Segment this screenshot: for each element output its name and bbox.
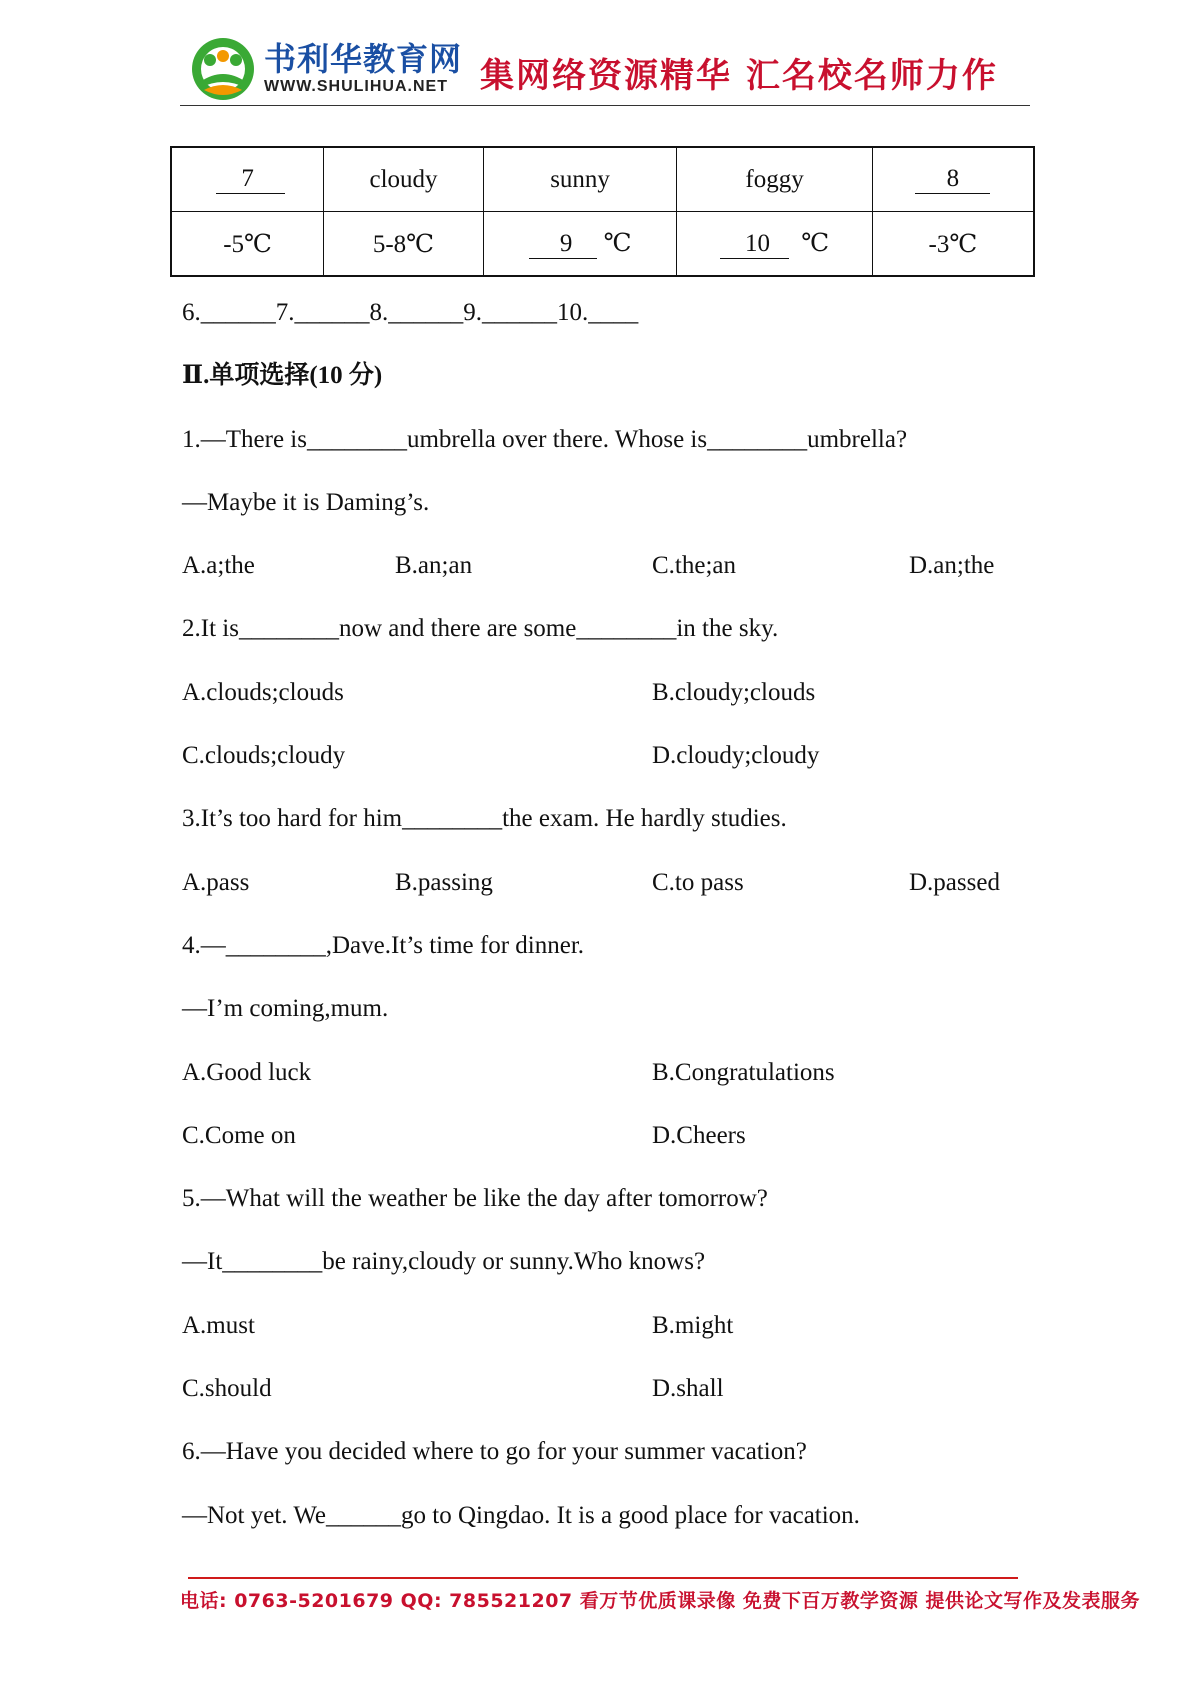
question-1-stem: 1.—There is________umbrella over there. Whose is________umbrella?	[182, 425, 908, 453]
table-cell: sunny	[483, 147, 677, 212]
option-a: A.clouds;clouds	[182, 678, 344, 706]
brand-url: WWW.SHULIHUA.NET	[264, 78, 448, 95]
question-3-options	[182, 860, 1042, 923]
option-a: A.must	[182, 1311, 255, 1339]
question-2-stem: 2.It is________now and there are some________in the sky.	[182, 615, 779, 643]
table-cell: cloudy	[324, 147, 484, 212]
question-2-options-row1	[182, 670, 1042, 733]
page-header	[180, 28, 1030, 106]
option-d: D.Cheers	[652, 1121, 746, 1149]
question-5-options-row1	[182, 1303, 1042, 1366]
table-cell: 5-8℃	[324, 212, 484, 277]
question-5-reply: —It________be rainy,cloudy or sunny.Who knows?	[182, 1248, 706, 1276]
header-slogan: 集网络资源精华 汇名校名师力作	[480, 56, 998, 96]
option-c: C.should	[182, 1375, 272, 1403]
fill-blank: 10	[720, 230, 789, 259]
question-3-stem: 3.It’s too hard for him________the exam. He hardly studies.	[182, 805, 787, 833]
question-2-options-row2	[182, 733, 1042, 796]
table-cell: -3℃	[872, 212, 1034, 277]
table-row	[171, 212, 1034, 277]
question-6-stem: 6.—Have you decided where to go for your summer vacation?	[182, 1438, 807, 1466]
exercise-content	[182, 290, 1042, 1556]
table-cell: -5℃	[171, 212, 324, 277]
option-b: B.might	[652, 1311, 734, 1339]
question-4-options-row1	[182, 1050, 1042, 1113]
option-a: A.pass	[182, 868, 250, 896]
option-d: D.shall	[652, 1375, 724, 1403]
fill-blank: 8	[915, 165, 990, 194]
table-cell: 9 ℃	[483, 212, 677, 277]
question-4-reply: —I’m coming,mum.	[182, 995, 389, 1023]
option-b: B.an;an	[395, 552, 473, 580]
question-5-options-row2	[182, 1366, 1042, 1429]
table-cell: 10 ℃	[677, 212, 872, 277]
table-cell: foggy	[677, 147, 872, 212]
option-b: B.passing	[395, 868, 493, 896]
option-b: B.cloudy;clouds	[652, 678, 816, 706]
option-b: B.Congratulations	[652, 1058, 835, 1086]
shulihua-logo-icon	[190, 36, 256, 102]
footer-contact: 电话: 0763-5201679 QQ: 785521207 看万节优质课录像 免费下百万教学资源 提供论文写作及发表服务	[180, 1590, 1140, 1612]
option-c: C.Come on	[182, 1121, 296, 1149]
option-c: C.to pass	[652, 868, 744, 896]
fill-blank: 9	[529, 230, 598, 259]
question-1-reply: —Maybe it is Daming’s.	[182, 488, 430, 516]
answer-blanks-line: 6.______7.______8.______9.______10.____	[182, 299, 639, 326]
section-title: Ⅱ.单项选择(10 分)	[182, 362, 383, 390]
table-cell	[872, 147, 1034, 212]
table-row	[171, 147, 1034, 212]
option-d: D.passed	[909, 868, 1000, 896]
brand-name: 书利华教育网	[264, 40, 463, 78]
weather-table	[170, 146, 1035, 277]
option-c: C.the;an	[652, 552, 737, 580]
option-c: C.clouds;cloudy	[182, 742, 346, 770]
option-d: D.cloudy;cloudy	[652, 742, 820, 770]
footer-divider	[188, 1577, 1018, 1579]
question-6-reply: —Not yet. We______go to Qingdao. It is a good place for vacation.	[182, 1501, 860, 1529]
question-5-stem: 5.—What will the weather be like the day after tomorrow?	[182, 1185, 768, 1213]
option-a: A.a;the	[182, 552, 255, 580]
question-4-stem: 4.—________,Dave.It’s time for dinner.	[182, 931, 585, 959]
fill-blank: 7	[216, 165, 285, 194]
option-a: A.Good luck	[182, 1058, 312, 1086]
option-d: D.an;the	[909, 552, 995, 580]
table-cell	[171, 147, 324, 212]
question-1-options	[182, 543, 1042, 606]
question-4-options-row2	[182, 1113, 1042, 1176]
header-divider	[180, 105, 1030, 106]
